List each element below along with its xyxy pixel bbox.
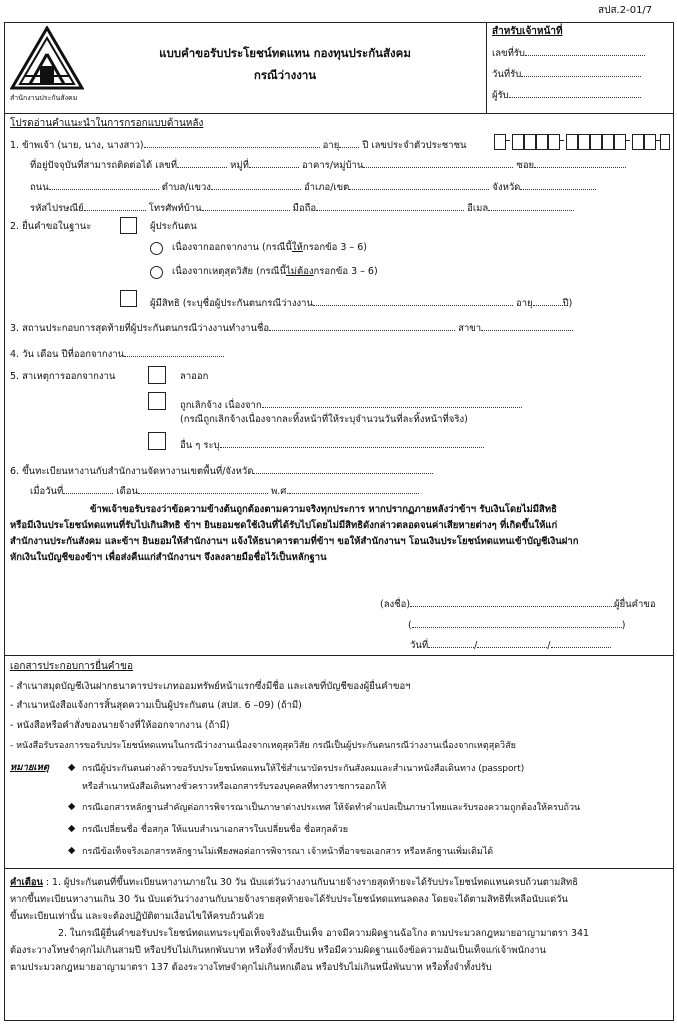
note-bullet-icon: ◆ [68,845,76,856]
id-box[interactable] [660,134,670,150]
other-reason-checkbox[interactable] [148,432,166,450]
logo-caption: สำนักงานประกันสังคม [10,94,78,102]
note-bullet-icon: ◆ [68,801,76,812]
item5-label: 5. สาเหตุการออกจากงาน [10,371,116,382]
beneficiary-row: ผู้มีสิทธิ (ระบุชื่อผู้ประกันตนกรณีว่างงาน อายุ ปี) [150,295,572,310]
officer-receiver: ผู้รับ [492,87,641,102]
resign-label: ลาออก [180,371,209,382]
form-title [0,46,570,82]
leave-work-radio[interactable] [150,242,163,255]
id-box[interactable] [614,134,626,150]
notes-label: หมายเหตุ [10,762,50,773]
id-box[interactable] [602,134,614,150]
id-box[interactable] [566,134,578,150]
item4-row: 4. วัน เดือน ปีที่ออกจากงาน [10,346,224,361]
item6-row: 6. ขึ้นทะเบียนหางานกับสำนักงานจัดหางานเขตพื้นที่/จังหวัด [10,463,433,478]
item1-road-row: ถนน ตำบล/แขวง อำเภอ/เขต จังหวัด [30,179,596,194]
document-item-4: - หนังสือรับรองการขอรับประโยชน์ทดแทนในกรณีว่างงานเนื่องจากเหตุสุดวิสัย กรณีเป็นผู้ประกันตนกรณีว่างงานเนื่องจากเหตุสุดวิสัย [10,741,516,751]
signature-row: (ลงชื่อ) ผู้ยื่นคำขอ [380,596,656,611]
terminated-note: (กรณีถูกเลิกจ้างเนื่องจากละทิ้งหน้าที่ให้ระบุจำนวนวันที่ละทิ้งหน้าที่จริง) [180,414,468,425]
document-item-1: - สำเนาสมุดบัญชีเงินฝากธนาคารประเภทออมทรัพย์หน้าแรกซึ่งมีชื่อ และเลขที่บัญชีของผู้ยื่นคำขอฯ [10,681,411,692]
force-majeure-label: เนื่องจากเหตุสุดวิสัย (กรณีนี้ไม่ต้องกรอกข้อ 3 – 6) [172,266,378,277]
note-2: กรณีเอกสารหลักฐานสำคัญต่อการพิจารณาเป็นภาษาต่างประเทศ ให้จัดทำคำแปลเป็นภาษาไทยและรับรองความถูกต้องให้ครบถ้วน [82,803,581,813]
document-item-3: - หนังสือหรือคำสั่งของนายจ้างที่ให้ออกจากงาน (ถ้ามี) [10,720,230,731]
other-reason-row: อื่น ๆ ระบุ [180,437,484,452]
beneficiary-checkbox[interactable] [120,290,137,307]
warning-block: คำเตือน : 1. ผู้ประกันตนที่ขึ้นทะเบียนหางานภายใน 30 วัน นับแต่วันว่างงานกับนายจ้างรายสุดท้ายจะได้รับประโยชน์ทดแทนครบถ้วนตามสิทธิ หากขึ้นทะเบียนหางานเกิน 30 วัน นับแต่วันว่างงานกับนายจ้างรายสุดท้ายจะได้รับประโยชน์ทดแทนลดลง โดยจะได้ตามสิทธิที่เหลือนับแต่วัน ขึ้นทะเบียนเท่านั้น และจะต้องปฏิบัติตามเงื่อนไขให้ครบถ้วนด้วย 2. ในกรณีผู้ยื่นคำขอรับประโยชน์ทดแทนระบุข้อเท็จจริงอันเป็นเท็จ อาจมีความผิดฐานฉ้อโกง ตามประมวลกฎหมายอาญามาตรา 341 ต้องระวางโทษจำคุกไม่เกินสามปี หรือปรับไม่เกินหกพันบาท หรือทั้งจำทั้งปรับ หรือมีความผิดฐานแจ้งข้อความอันเป็นเท็จแก่เจ้าพนักงาน ตามประมวลกฎหมายอาญามาตรา 137 ต้องระวางโทษจำคุกไม่เกินหกเดือน หรือปรับไม่เกินหนึ่งพันบาท หรือทั้งจำทั้งปรับ [10,877,589,973]
signature-date-row: วันที่ / / [410,637,611,652]
force-majeure-radio[interactable] [150,266,163,279]
form-title-line2: กรณีว่างงาน [253,68,317,82]
document-item-2: - สำเนาหนังสือแจ้งการสิ้นสุดความเป็นผู้ประกันตน (สปส. 6 –09) (ถ้ามี) [10,700,302,711]
terminated-checkbox[interactable] [148,392,166,410]
note-4: กรณีข้อเท็จจริงเอกสารหลักฐานไม่เพียงพอต่อการพิจารณา เจ้าหน้าที่อาจขอเอกสาร หรือหลักฐานเพิ่มเติมได้ [82,847,494,857]
id-box[interactable] [536,134,548,150]
documents-title: เอกสารประกอบการยื่นคำขอ [10,661,133,672]
item1-contact-row: รหัสไปรษณีย์ โทรศัพท์บ้าน มือถือ อีเมล [30,200,574,215]
officer-title: สำหรับเจ้าหน้าที่ [492,26,563,37]
officer-receipt-no: เลขที่รับ [492,45,645,60]
id-box[interactable] [590,134,602,150]
form-title-line1: แบบคำขอรับประโยชน์ทดแทน กองทุนประกันสังคม [159,46,411,60]
note-1-line1: กรณีผู้ประกันตนต่างด้าวขอรับประโยชน์ทดแทนให้ใช้สำเนาบัตรประกันสังคมและสำเนาหนังสือเดินทาง (passport) [82,764,525,774]
insured-label: ผู้ประกันตน [150,221,197,232]
declaration: ข้าพเจ้าขอรับรองว่าข้อความข้างต้นถูกต้องตามความจริงทุกประการ หากปรากฏภายหลังว่าข้าฯ รับเงินโดยไม่มีสิทธิ หรือมีเงินประโยชน์ทดแทนที่รับไปเกินสิทธิ ข้าฯ ยินยอมชดใช้เงินที่ได้รับไปโดยไม่มีสิทธิดังกล่าวตลอดจนค่าเสียหายต่างๆ ที่เกิดขึ้นให้แก่ สำนักงานประกันสังคม และข้าฯ ยินยอมให้สำนักงานฯ แจ้งให้ธนาคารตามที่ข้าฯ ขอให้สำนักงานฯ โอนเงินประโยชน์ทดแทนเข้าบัญชีเงินฝาก หักเงินในบัญชีของข้าฯ เพื่อส่งคืนแก่สำนักงานฯ จึงลงลายมือชื่อไว้เป็นหลักฐาน [10,504,579,563]
item1-address-row: ที่อยู่ปัจจุบันที่สามารถติดต่อได้ เลขที่ หมู่ที่ อาคาร/หมู่บ้าน ซอย [30,157,626,172]
instructions-note: โปรดอ่านคำแนะนำในการกรอกแบบด้านหลัง [10,118,204,129]
note-1-line2: หรือสำเนาหนังสือเดินทางชั่วคราวหรือเอกสารรับรองบุคคลที่ทางราชการออกให้ [82,782,387,792]
warning-label: คำเตือน [10,877,43,888]
section-divider-1 [4,655,673,656]
leave-work-label: เนื่องจากออกจากงาน (กรณีนี้ให้กรอกข้อ 3 – 6) [172,242,367,253]
note-3: กรณีเปลี่ยนชื่อ ชื่อสกุล ให้แนบสำเนาเอกสารใบเปลี่ยนชื่อ ชื่อสกุลด้วย [82,825,349,835]
item2-label: 2. ยื่นคำขอในฐานะ [10,221,92,232]
id-box[interactable] [632,134,644,150]
note-bullet-icon: ◆ [68,762,76,773]
item1-name-row: 1. ข้าพเจ้า (นาย, นาง, นางสาว) อายุ ปี เลขประจำตัวประชาชน [10,137,467,152]
insured-checkbox[interactable] [120,217,137,234]
id-box[interactable] [524,134,536,150]
id-box[interactable] [548,134,560,150]
section-divider-2 [4,868,673,869]
id-box[interactable] [644,134,656,150]
resign-checkbox[interactable] [148,366,166,384]
terminated-row: ถูกเลิกจ้าง เนื่องจาก [180,397,522,412]
officer-receipt-date: วันที่รับ [492,66,641,81]
id-box[interactable] [578,134,590,150]
signature-name-row: ( ) [408,617,625,632]
id-box[interactable] [494,134,506,150]
note-bullet-icon: ◆ [68,823,76,834]
item6-date-row: เมื่อวันที่ เดือน พ.ศ. [30,483,419,498]
id-box[interactable] [512,134,524,150]
form-code: สปส.2-01/7 [598,5,653,16]
item3-row: 3. สถานประกอบการสุดท้ายที่ผู้ประกันตนกรณีว่างงานทำงานชื่อ สาขา [10,320,573,335]
